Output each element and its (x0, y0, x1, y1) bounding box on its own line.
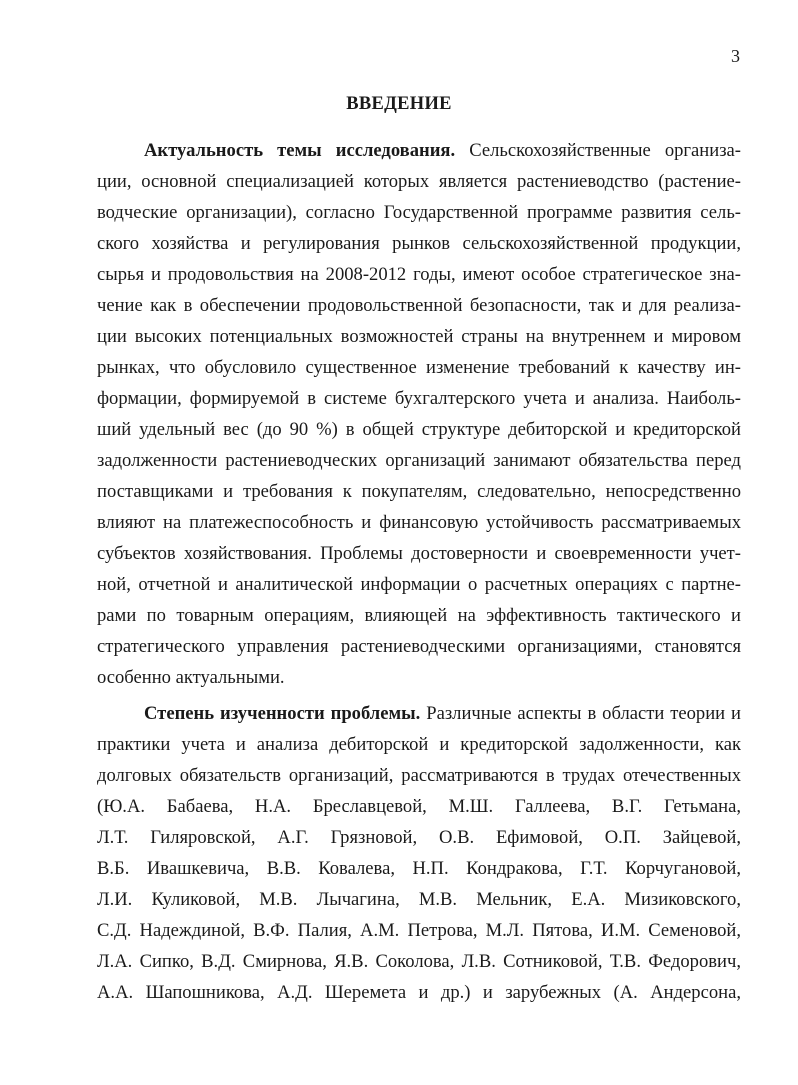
text-line: ший удельный вес (до 90 %) в общей структуре дебиторской и кредиторской (97, 419, 741, 440)
text-line: ции высоких потенциальных возможностей страны на внутреннем и мировом (97, 326, 741, 347)
paragraph-lead: Актуальность темы исследования. (144, 140, 456, 161)
text-line: Степень изученности проблемы. Различные аспекты в области теории и (144, 703, 741, 724)
text-line: Л.А. Сипко, В.Д. Смирнова, Я.В. Соколова, Л.В. Сотниковой, Т.В. Федорович, (97, 951, 741, 972)
text-line: Л.И. Куликовой, М.В. Лычагина, М.В. Мельник, Е.А. Мизиковского, (97, 889, 741, 910)
text-line: поставщиками и требования к покупателям, следовательно, непосредственно (97, 481, 741, 502)
paragraph-lead: Степень изученности проблемы. (144, 703, 421, 724)
text-line: задолженности растениеводческих организаций занимают обязательства перед (97, 450, 741, 471)
text-line: водческие организации), согласно Государственной программе развития сель- (97, 202, 741, 223)
text-line: долговых обязательств организаций, рассматриваются в трудах отечественных (97, 765, 741, 786)
text-line: (Ю.А. Бабаева, Н.А. Бреславцевой, М.Ш. Галлеева, В.Г. Гетьмана, (97, 796, 741, 817)
text-line: влияют на платежеспособность и финансовую устойчивость рассматриваемых (97, 512, 741, 533)
text-line: ского хозяйства и регулирования рынков сельскохозяйственной продукции, (97, 233, 741, 254)
paragraph-research-degree (97, 698, 741, 1008)
text-line: рами по товарным операциям, влияющей на эффективность тактического и (97, 605, 741, 626)
text-line: субъектов хозяйствования. Проблемы достоверности и своевременности учет- (97, 543, 741, 564)
text-line: С.Д. Надеждиной, В.Ф. Палия, А.М. Петрова, М.Л. Пятова, И.М. Семеновой, (97, 920, 741, 941)
text-line: стратегического управления растениеводческими организациями, становятся (97, 636, 741, 657)
text-line: практики учета и анализа дебиторской и кредиторской задолженности, как (97, 734, 741, 755)
section-heading: ВВЕДЕНИЕ (346, 94, 452, 114)
text-line: рынках, что обусловило существенное изменение требований к качеству ин- (97, 357, 741, 378)
text-line: ции, основной специализацией которых является растениеводство (растение- (97, 171, 741, 192)
paragraph-relevance (97, 135, 741, 693)
text-line: Актуальность темы исследования. Сельскохозяйственные организа- (144, 140, 741, 161)
text-line: В.Б. Ивашкевича, В.В. Ковалева, Н.П. Кондракова, Г.Т. Корчугановой, (97, 858, 741, 879)
text-line: сырья и продовольствия на 2008-2012 годы, имеют особое стратегическое зна- (97, 264, 741, 285)
text-line: Л.Т. Гиляровской, А.Г. Грязновой, О.В. Ефимовой, О.П. Зайцевой, (97, 827, 741, 848)
text-line: ной, отчетной и аналитической информации о расчетных операциях с партне- (97, 574, 741, 595)
text-line: особенно актуальными. (97, 667, 285, 688)
text-line: формации, формируемой в системе бухгалтерского учета и анализа. Наиболь- (97, 388, 741, 409)
text-line: чение как в обеспечении продовольственной безопасности, так и для реализа- (97, 295, 741, 316)
page-number: 3 (731, 46, 740, 66)
text-line: А.А. Шапошникова, А.Д. Шеремета и др.) и зарубежных (А. Андерсона, (97, 982, 741, 1003)
